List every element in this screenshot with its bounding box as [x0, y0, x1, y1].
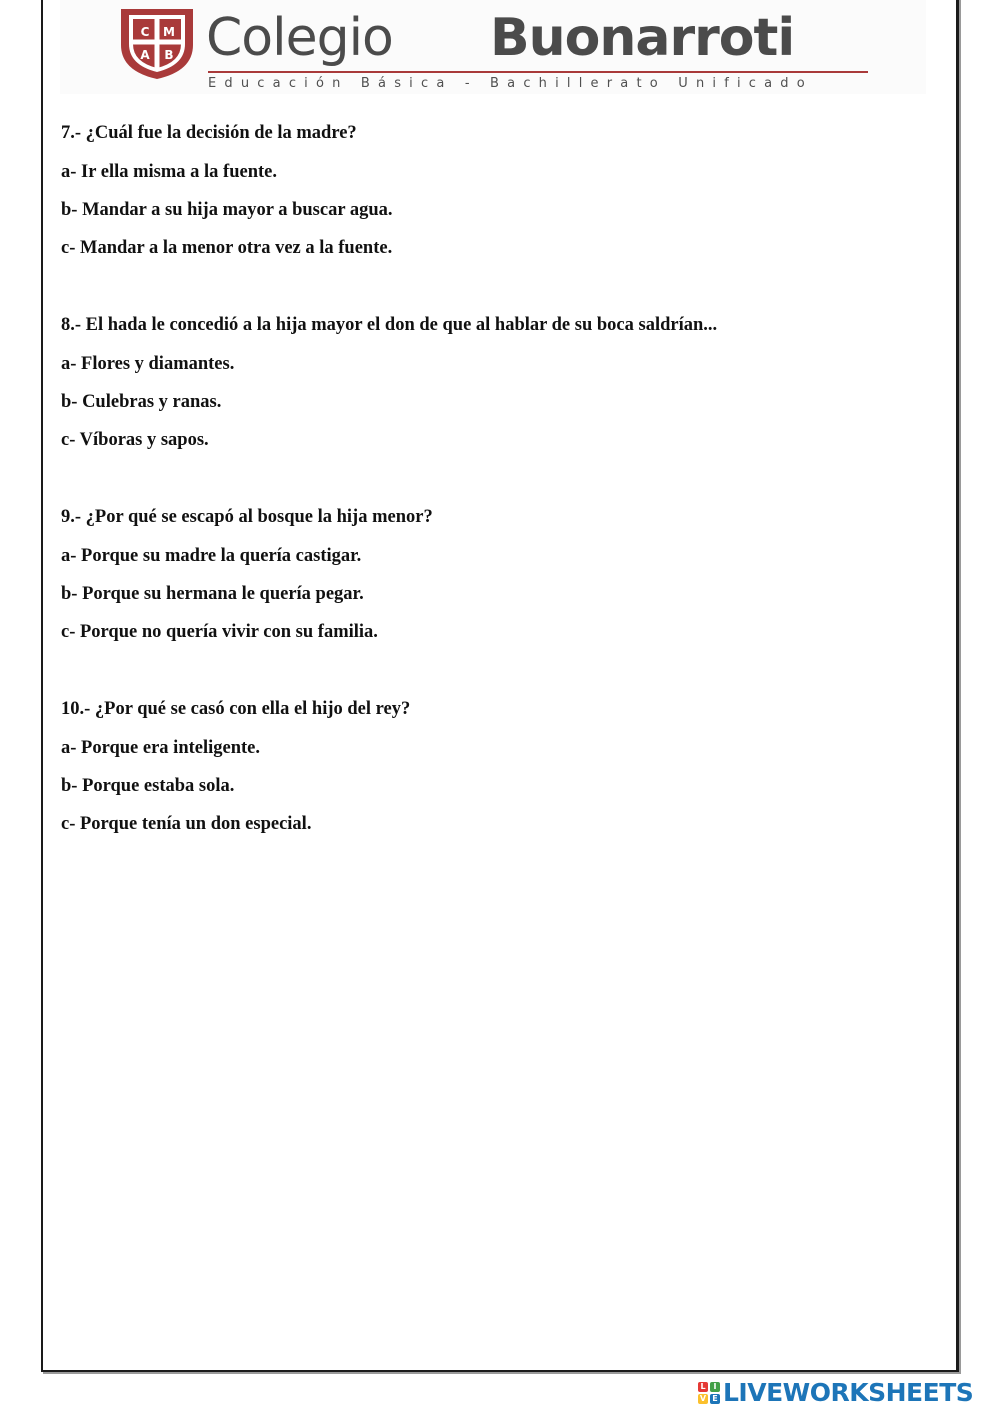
answer-option[interactable]: a- Porque su madre la quería castigar. [61, 546, 362, 566]
liveworksheets-wordmark: LIVEWORKSHEETS [723, 1378, 974, 1407]
answer-option[interactable]: b- Culebras y ranas. [61, 392, 222, 412]
logo-letter: L [698, 1382, 708, 1392]
question-prompt: 7.- ¿Cuál fue la decisión de la madre? [61, 123, 357, 143]
school-name-bold: Buonarroti [490, 8, 795, 68]
header-rule [208, 71, 868, 73]
school-subtitle: Educación Básica - Bachillerato Unificado [208, 76, 813, 91]
school-name-light: Colegio [206, 8, 393, 68]
answer-option[interactable]: c- Víboras y sapos. [61, 430, 209, 450]
answer-option[interactable]: a- Flores y diamantes. [61, 354, 235, 374]
answer-option[interactable]: b- Porque estaba sola. [61, 776, 235, 796]
question-prompt: 8.- El hada le concedió a la hija mayor el don de que al hablar de su boca saldrían... [61, 315, 718, 335]
answer-option[interactable]: b- Porque su hermana le quería pegar. [61, 584, 364, 604]
liveworksheets-grid-icon [698, 1382, 720, 1404]
page-border-shadow [959, 0, 961, 1374]
logo-letter: V [699, 1394, 707, 1403]
answer-option[interactable]: b- Mandar a su hija mayor a buscar agua. [61, 200, 393, 220]
answer-option[interactable]: a- Ir ella misma a la fuente. [61, 162, 277, 182]
liveworksheets-logo[interactable] [698, 1379, 993, 1407]
crest-letter: M [163, 25, 175, 39]
page-border-left [41, 0, 43, 1372]
school-crest-logo [115, 5, 199, 81]
page-border-shadow [43, 1372, 961, 1374]
question-prompt: 9.- ¿Por qué se escapó al bosque la hija menor? [61, 507, 433, 527]
logo-letter: E [710, 1394, 720, 1404]
crest-letter: B [164, 48, 174, 62]
answer-option[interactable]: a- Porque era inteligente. [61, 738, 261, 758]
crest-letter: A [140, 48, 150, 62]
answer-option[interactable]: c- Porque tenía un don especial. [61, 814, 312, 834]
logo-letter: I [710, 1382, 720, 1392]
school-header [60, 0, 926, 94]
question-prompt: 10.- ¿Por qué se casó con ella el hijo del rey? [61, 699, 411, 719]
crest-letter: C [140, 25, 150, 39]
answer-option[interactable]: c- Mandar a la menor otra vez a la fuente. [61, 238, 393, 258]
answer-option[interactable]: c- Porque no quería vivir con su familia. [61, 622, 378, 642]
